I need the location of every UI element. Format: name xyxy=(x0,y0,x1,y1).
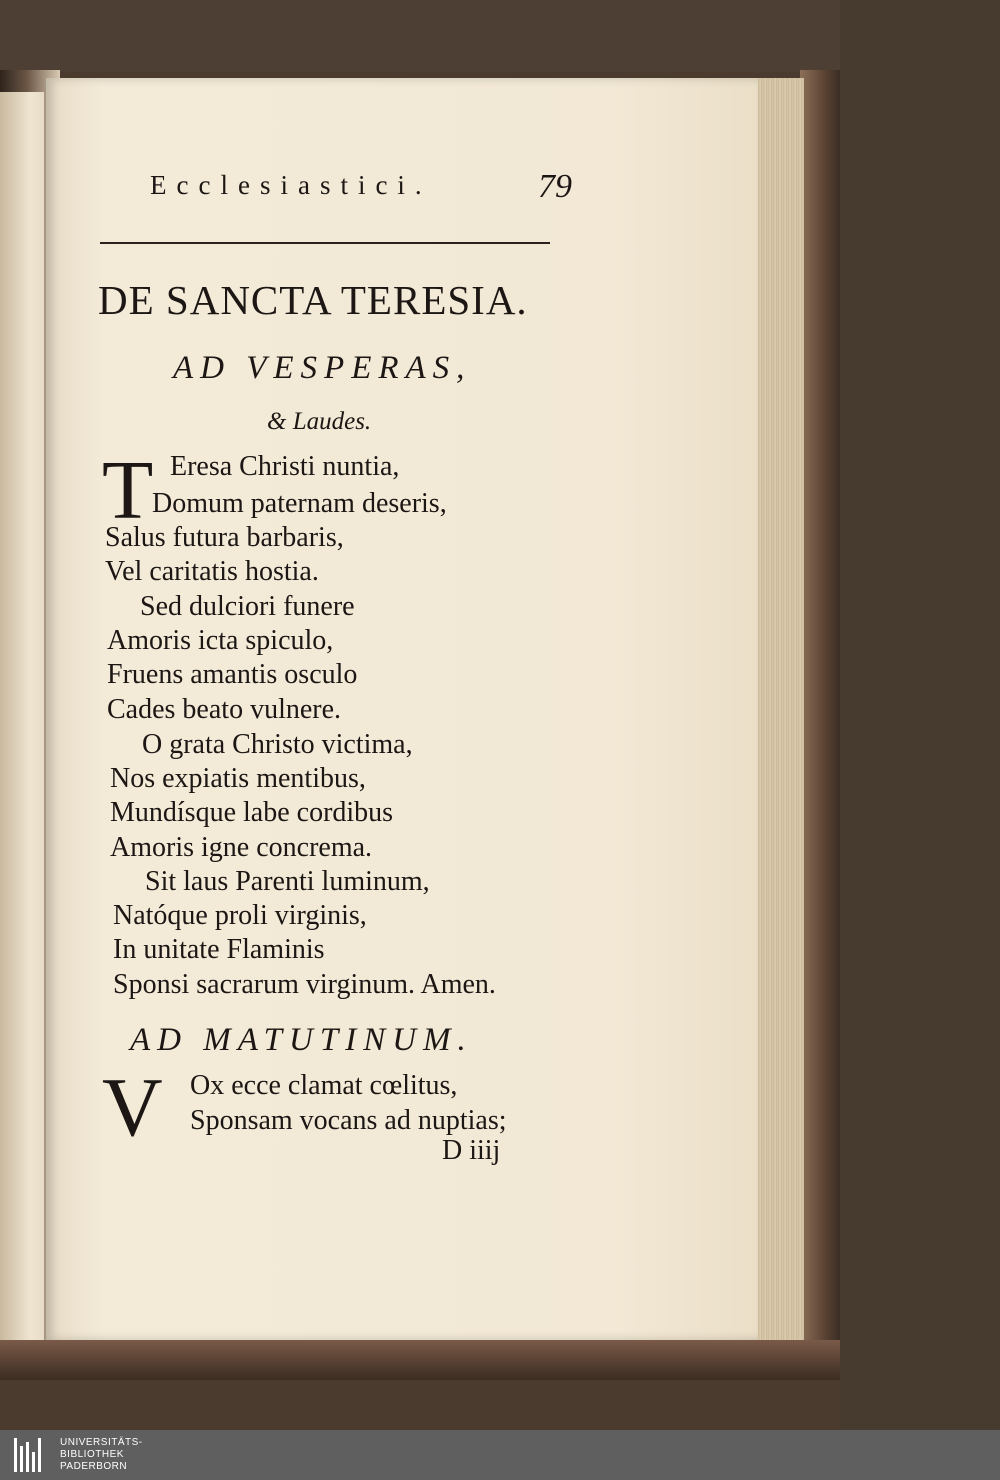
verse-line: Sponsi sacrarum virginum. Amen. xyxy=(113,969,496,1000)
library-name-line: UNIVERSITÄTS- xyxy=(60,1437,143,1448)
scan-background-right xyxy=(840,0,1000,1430)
book-cover-bottom xyxy=(0,1340,840,1380)
verse-line: Eresa Christi nuntia, xyxy=(170,451,400,482)
verse-line: Ox ecce clamat cœlitus, xyxy=(190,1070,458,1101)
verse-line: Amoris icta spiculo, xyxy=(107,625,334,656)
verse-line: Amoris igne concrema. xyxy=(110,832,373,863)
signature-mark: D iiij xyxy=(442,1135,501,1166)
verse-line: Nos expiatis mentibus, xyxy=(110,763,366,794)
office-subtitle: & Laudes. xyxy=(267,408,372,435)
verse-line: Fruens amantis osculo xyxy=(107,659,358,690)
running-title: Ecclesiastici. xyxy=(150,170,432,200)
library-name-line: PADERBORN xyxy=(60,1461,128,1472)
verse-line: Salus futura barbaris, xyxy=(105,522,344,553)
library-name-line: BIBLIOTHEK xyxy=(60,1449,124,1460)
verse-line: In unitate Flaminis xyxy=(113,934,325,965)
section-heading: DE SANCTA TERESIA. xyxy=(98,277,528,323)
verse-line: Sit laus Parenti luminum, xyxy=(145,866,430,897)
verse-line: Domum paternam deseris, xyxy=(152,488,447,519)
page-number: 79 xyxy=(538,168,572,205)
drop-cap-initial: T xyxy=(102,444,154,537)
verse-line: O grata Christo victima, xyxy=(142,729,413,760)
book-cover-edge xyxy=(800,70,840,1370)
library-name xyxy=(60,1437,143,1473)
library-footer xyxy=(0,1430,1000,1480)
header-rule xyxy=(100,242,550,244)
verse-line: Sponsam vocans ad nuptias; xyxy=(190,1105,507,1136)
left-page-edge xyxy=(0,92,44,1342)
library-logo-icon xyxy=(14,1438,46,1472)
verse-line: Mundísque labe cordibus xyxy=(110,797,394,828)
office-title: AD VESPERAS, xyxy=(173,350,472,386)
verse-line: Vel caritatis hostia. xyxy=(105,556,319,587)
verse-line: Natóque proli virginis, xyxy=(113,900,367,931)
page-fore-edge xyxy=(752,78,804,1340)
verse-line: Cades beato vulnere. xyxy=(107,694,342,725)
drop-cap-initial: V xyxy=(102,1061,163,1154)
scan-background-top xyxy=(0,0,840,72)
office-title-matins: AD MATUTINUM. xyxy=(130,1022,473,1058)
verse-line: Sed dulciori funere xyxy=(140,591,355,622)
